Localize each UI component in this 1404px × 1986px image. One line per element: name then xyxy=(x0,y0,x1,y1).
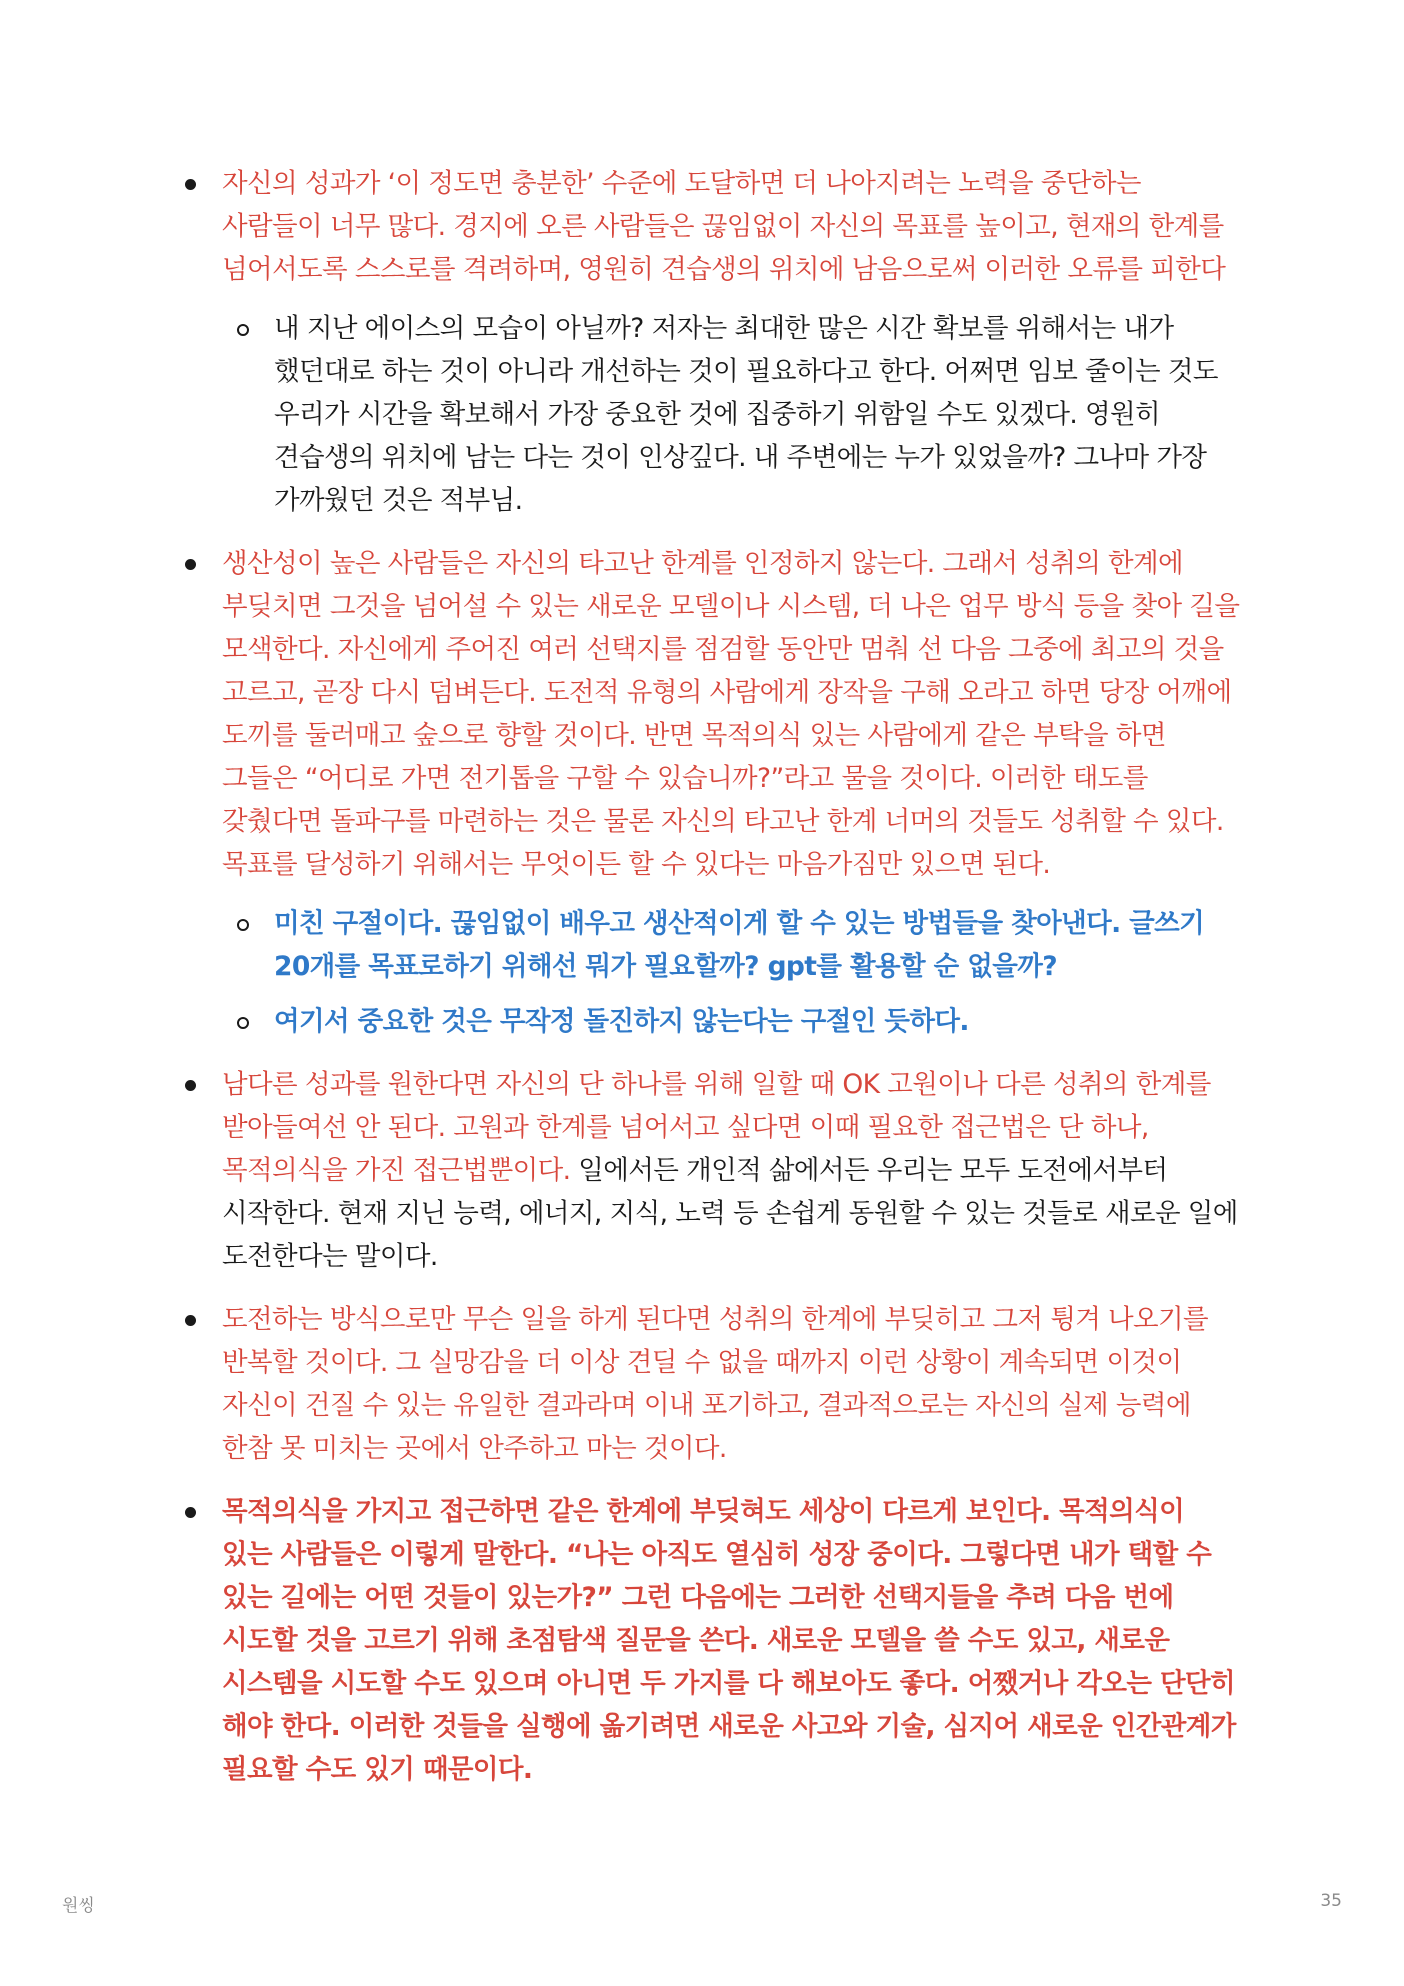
circle-bullet-icon xyxy=(237,324,249,336)
list-item xyxy=(182,1298,1242,1470)
document-body xyxy=(182,162,1242,1791)
bullet-icon xyxy=(185,1315,196,1326)
sub-list-item xyxy=(222,1000,1242,1043)
sub-list-item xyxy=(222,902,1242,988)
page-number: 35 xyxy=(1320,1891,1342,1911)
paragraph-red-text: 남다른 성과를 원한다면 자신의 단 하나를 위해 일할 때 OK 고원이나 다른 성취의 한계를 받아들여선 안 된다. 고원과 한계를 넘어서고 싶다면 이때 필요한 접근법은 단 하나, 목적의식을 가진 접근법뿐이다. xyxy=(222,1069,1211,1186)
bullet-icon xyxy=(185,1080,196,1091)
footer-book-title: 원씽 xyxy=(62,1896,95,1916)
sub-list xyxy=(222,902,1242,1043)
circle-bullet-icon xyxy=(237,919,249,931)
list-item xyxy=(182,1490,1242,1791)
sub-list-item xyxy=(222,307,1242,522)
circle-bullet-icon xyxy=(237,1017,249,1029)
list-item xyxy=(182,162,1242,522)
paragraph-black-text: 일에서든 개인적 삶에서든 우리는 모두 도전에서부터 시작한다. 현재 지닌 능력, 에너지, 지식, 노력 등 손쉽게 동원할 수 있는 것들로 새로운 일에 도전한다는 말이다. xyxy=(222,1155,1238,1272)
paragraph-text: 생산성이 높은 사람들은 자신의 타고난 한계를 인정하지 않는다. 그래서 성취의 한계에 부딪치면 그것을 넘어설 수 있는 새로운 모델이나 시스템, 더 나은 업무 방식 등을 찾아 길을 모색한다. 자신에게 주어진 여러 선택지를 점검할 동안만 멈춰 선 다음 그중에 최고의 것을 고르고, 곧장 다시 덤벼든다. 도전적 유형의 사람에게 장작을 구해 오라고 하면 당장 어깨에 도끼를 둘러매고 숲으로 향할 것이다. 반면 목적의식 있는 사람에게 같은 부탁을 하면 그들은 “어디로 가면 전기톱을 구할 수 있습니까?”라고 물을 것이다. 이러한 태도를 갖췄다면 돌파구를 마련하는 것은 물론 자신의 타고난 한계 너머의 것들도 성취할 수 있다. 목표를 달성하기 위해서는 무엇이든 할 수 있다는 마음가짐만 있으면 된다. xyxy=(222,548,1240,880)
sub-item-text: 내 지난 에이스의 모습이 아닐까? 저자는 최대한 많은 시간 확보를 위해서는 내가 했던대로 하는 것이 아니라 개선하는 것이 필요하다고 한다. 어쩌면 임보 줄이는 것도 우리가 시간을 확보해서 가장 중요한 것에 집중하기 위함일 수도 있겠다. 영원히 견습생의 위치에 남는 다는 것이 인상깊다. 내 주변에는 누가 있었을까? 그나마 가장 가까웠던 것은 적부님. xyxy=(274,313,1218,516)
bullet-icon xyxy=(185,179,196,190)
sub-item-text: 여기서 중요한 것은 무작정 돌진하지 않는다는 구절인 듯하다. xyxy=(274,1006,969,1037)
paragraph-text: 자신의 성과가 ‘이 정도면 충분한’ 수준에 도달하면 더 나아지려는 노력을 중단하는 사람들이 너무 많다. 경지에 오른 사람들은 끊임없이 자신의 목표를 높이고, 현재의 한계를 넘어서도록 스스로를 격려하며, 영원히 견습생의 위치에 남음으로써 이러한 오류를 피한다 xyxy=(222,168,1226,285)
bullet-icon xyxy=(185,1507,196,1518)
paragraph-text xyxy=(222,1063,1242,1278)
paragraph-text: 목적의식을 가지고 접근하면 같은 한계에 부딪혀도 세상이 다르게 보인다. 목적의식이 있는 사람들은 이렇게 말한다. “나는 아직도 열심히 성장 중이다. 그렇다면 내가 택할 수 있는 길에는 어떤 것들이 있는가?” 그런 다음에는 그러한 선택지들을 추려 다음 번에 시도할 것을 고르기 위해 초점탐색 질문을 쓴다. 새로운 모델을 쓸 수도 있고, 새로운 시스템을 시도할 수도 있으며 아니면 두 가지를 다 해보아도 좋다. 어쨌거나 각오는 단단히 해야 한다. 이러한 것들을 실행에 옮기려면 새로운 사고와 기술, 심지어 새로운 인간관계가 필요할 수도 있기 때문이다. xyxy=(222,1496,1236,1785)
bullet-icon xyxy=(185,559,196,570)
sub-item-text: 미친 구절이다. 끊임없이 배우고 생산적이게 할 수 있는 방법들을 찾아낸다. 글쓰기 20개를 목표로하기 위해선 뭐가 필요할까? gpt를 활용할 순 없을까? xyxy=(274,908,1205,982)
paragraph-text: 도전하는 방식으로만 무슨 일을 하게 된다면 성취의 한계에 부딪히고 그저 튕겨 나오기를 반복할 것이다. 그 실망감을 더 이상 견딜 수 없을 때까지 이런 상황이 계속되면 이것이 자신이 건질 수 있는 유일한 결과라며 이내 포기하고, 결과적으로는 자신의 실제 능력에 한참 못 미치는 곳에서 안주하고 마는 것이다. xyxy=(222,1304,1209,1464)
list-item xyxy=(182,542,1242,1043)
list-item xyxy=(182,1063,1242,1278)
sub-list xyxy=(222,307,1242,522)
